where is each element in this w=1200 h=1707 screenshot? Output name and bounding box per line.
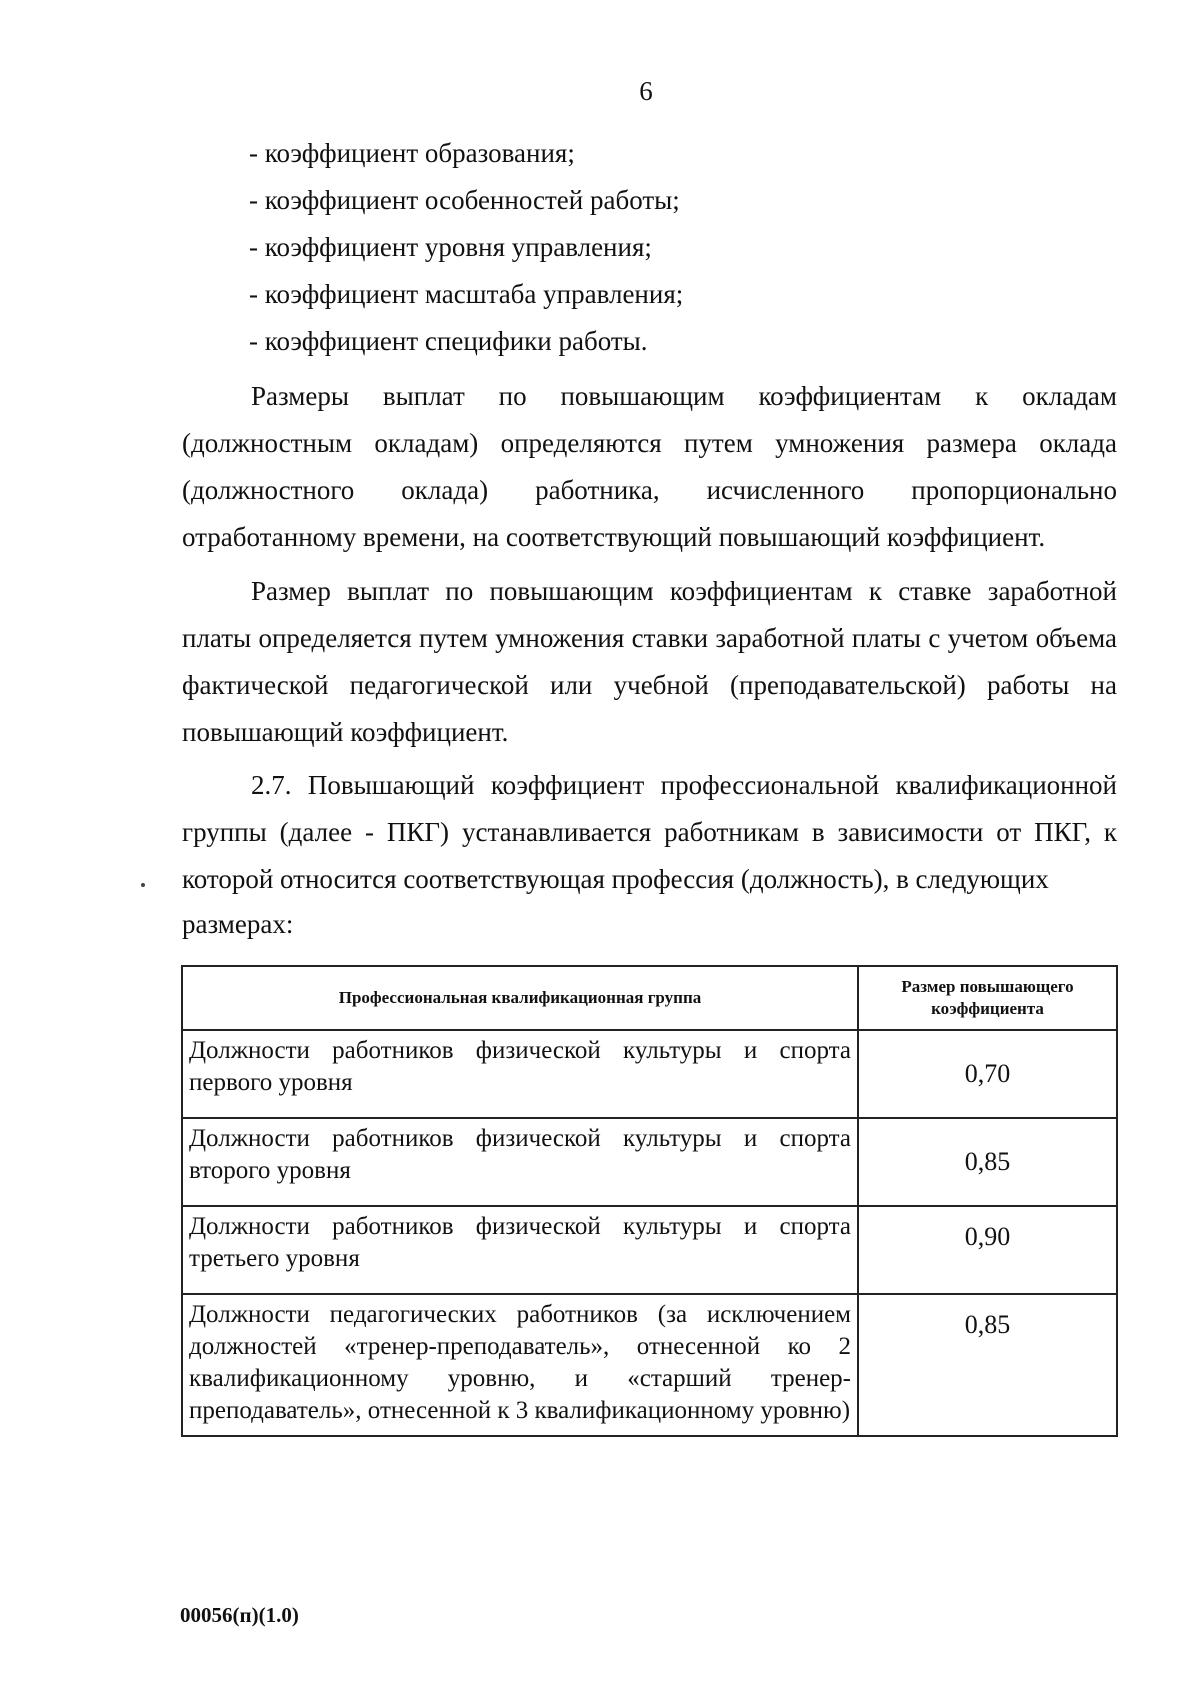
header-coefficient: Размер повышающего коэффициента xyxy=(858,966,1117,1030)
group-cell: Должности работников физической культуры и спорта третьего уровня xyxy=(182,1206,858,1294)
table-row xyxy=(182,1294,1117,1436)
table-row xyxy=(182,1206,1117,1294)
coefficient-cell: 0,70 xyxy=(858,1030,1117,1118)
paragraph-text: Размер выплат по повышающим коэффициентам к ставке заработной платы определяется путем умножения ставки заработной платы с учетом объема фактической педагогической или учебной (преподавательской) работы на повышающий коэффициент. xyxy=(182,576,1117,747)
coefficient-cell: 0,85 xyxy=(858,1294,1117,1436)
coefficient-list xyxy=(249,130,683,365)
group-cell: Должности работников физической культуры и спорта первого уровня xyxy=(182,1030,858,1118)
table-row xyxy=(182,1030,1117,1118)
pkg-coefficient-table xyxy=(181,965,1118,1437)
list-item: - коэффициент уровня управления; xyxy=(249,232,652,262)
paragraph-section-2-7 xyxy=(182,762,1117,903)
coefficient-cell: 0,85 xyxy=(858,1118,1117,1206)
paragraph-continuation: размерах: xyxy=(182,909,294,939)
list-item: - коэффициент специфики работы. xyxy=(249,326,648,356)
table-row xyxy=(182,1118,1117,1206)
header-group: Профессиональная квалификационная группа xyxy=(182,966,858,1030)
list-item: - коэффициент образования; xyxy=(249,138,575,168)
group-cell: Должности педагогических работников (за исключением должностей «тренер-преподаватель», отнесенной ко 2 квалификационному уровню, и «старший тренер-преподаватель», отнесенной к 3 квалификационному уровню) xyxy=(182,1294,858,1436)
document-code: 00056(п)(1.0) xyxy=(180,1603,299,1627)
paragraph-text: 2.7. Повышающий коэффициент профессиональной квалификационной группы (далее - ПКГ) устанавливается работникам в зависимости от ПКГ, к которой относится соответствующая профессия (должность), в следующих xyxy=(182,770,1117,894)
coefficient-cell: 0,90 xyxy=(858,1206,1117,1294)
paragraph-salary-payments xyxy=(182,373,1117,561)
list-item: - коэффициент масштаба управления; xyxy=(249,279,684,309)
paragraph-text: Размеры выплат по повышающим коэффициентам к окладам (должностным окладам) определяются путем умножения размера оклада (должностного оклада) работника, исчисленного пропорционально отработанному времени, на соответствующий повышающий коэффициент. xyxy=(182,381,1117,552)
page-number: 6 xyxy=(639,76,653,106)
table-header-row xyxy=(182,966,1117,1030)
paragraph-rate-payments xyxy=(182,568,1117,756)
list-item: - коэффициент особенностей работы; xyxy=(249,185,680,215)
group-cell: Должности работников физической культуры и спорта второго уровня xyxy=(182,1118,858,1206)
scan-speck xyxy=(141,883,145,887)
